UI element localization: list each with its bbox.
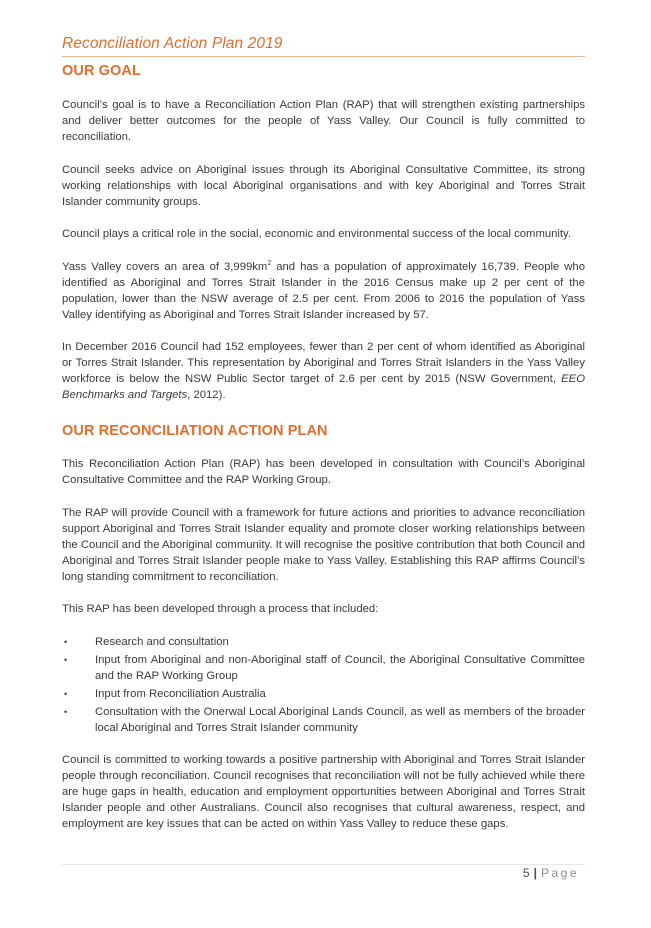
bullet-icon: •: [64, 688, 68, 699]
list-item-text: Consultation with the Onerwal Local Aboriginal Lands Council, as well as members of the broader local Aboriginal and Torres Strait Islander community: [95, 705, 585, 734]
employees-text: In December 2016 Council had 152 employees, fewer than 2 per cent of whom identified as Aboriginal or Torres Strait Islander. This representation by Aboriginal and Torres Strait Islanders in the Yass Valley workforce is below the NSW Public Sector target of 2.6 per cent by 2015 (NSW Government,: [62, 341, 585, 385]
bullet-icon: •: [64, 706, 68, 717]
list-item-text: Input from Reconciliation Australia: [95, 687, 266, 700]
page-content: [62, 63, 585, 848]
population-text: and has a population of approximately 16,739. People who identified as Aboriginal and Torres Strait Islander in the 2016 Census make up 2 per cent of the population, lower than the NSW average of 2.5 per cent. From 2006 to 2016 the population of Yass Valley identifying as Aboriginal and Torres Strait Islander increased by 57.: [62, 260, 585, 321]
rap-paragraph-1: This Reconciliation Action Plan (RAP) has been developed in consultation with Council’s Aboriginal Consultative Committee and the RAP Working Group.: [62, 458, 585, 486]
goal-paragraph-2: Council seeks advice on Aboriginal issues through its Aboriginal Consultative Committee, its strong working relationships with local Aboriginal organisations and with key Aboriginal and Torres Strait Islander community groups.: [62, 163, 585, 208]
goal-paragraph-3: Council plays a critical role in the social, economic and environmental success of the local community.: [62, 228, 572, 240]
page-number: 5: [522, 866, 530, 880]
bullet-icon: •: [64, 636, 68, 647]
our-rap-heading: OUR RECONCILIATION ACTION PLAN: [62, 423, 328, 439]
page-label: Page: [540, 866, 579, 880]
header-title: Reconciliation Action Plan 2019: [62, 35, 283, 52]
list-item: [62, 686, 585, 702]
rap-paragraph-2: The RAP will provide Council with a framework for future actions and priorities to advance reconciliation support Aboriginal and Torres Strait Islander equality and promote closer working relationships between the Council and the Aboriginal community. It will recognise the positive contribution that both Council and Aboriginal and Torres Strait Islander people make to Yass Valley. Establishing this RAP affirms Council’s long standing commitment to reconciliation.: [62, 506, 585, 583]
bullet-icon: •: [64, 654, 68, 665]
area-text: Yass Valley covers an area of 3,999km: [62, 260, 268, 273]
rap-paragraph-4: Council is committed to working towards a positive partnership with Aboriginal and Torres Strait Islander people through reconciliation. Council recognises that reconciliation will not be fully achieved while there are huge gaps in health, education and employment opportunities between Aboriginal and Torres Strait Islander people and other Australians. Council also recognises that cultural awareness, respect, and employment are key issues that can be acted on within Yass Valley to reduce these gaps.: [62, 753, 585, 830]
page-footer: [523, 866, 579, 880]
process-list: [62, 634, 585, 736]
goal-paragraph-4: [62, 259, 585, 323]
list-item-text: Research and consultation: [95, 635, 229, 648]
squared-superscript: 2: [267, 259, 272, 267]
footer-divider: [62, 864, 585, 865]
header-divider: [62, 56, 585, 57]
goal-paragraph-5: [62, 339, 585, 403]
list-item: [62, 704, 585, 736]
goal-paragraph-1: Council’s goal is to have a Reconciliation Action Plan (RAP) that will strengthen existing partnerships and deliver better outcomes for the people of Yass Valley. Our Council is fully committed to reconciliation.: [62, 99, 585, 143]
our-goal-heading: OUR GOAL: [62, 63, 141, 79]
list-item: [62, 652, 585, 684]
citation-year-text: , 2012).: [187, 389, 226, 401]
eeo-citation-title: EEO Benchmarks and Targets: [62, 373, 585, 401]
list-item-text: Input from Aboriginal and non-Aboriginal staff of Council, the Aboriginal Consultative Committee and the RAP Working Group: [95, 653, 585, 682]
footer-separator: |: [533, 866, 537, 880]
list-item: [62, 634, 585, 650]
rap-paragraph-3: This RAP has been developed through a process that included:: [62, 603, 379, 615]
